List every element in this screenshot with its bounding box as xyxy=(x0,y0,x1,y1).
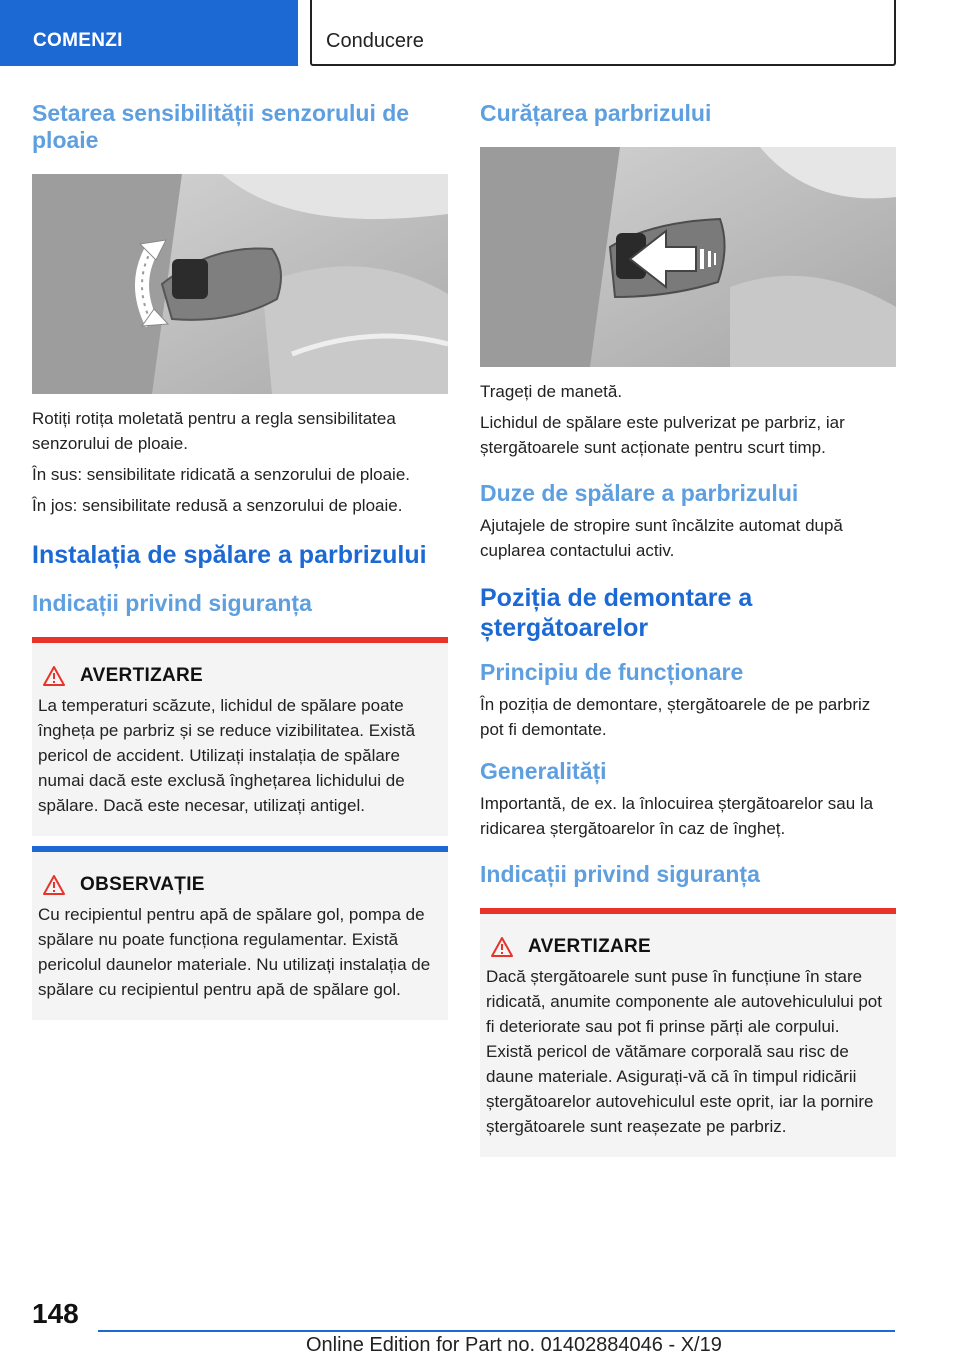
footer-divider xyxy=(98,1330,895,1332)
text-down-sensitivity: În jos: sensibilitate redusă a senzorului de ploaie. xyxy=(32,496,403,515)
warning-triangle-icon xyxy=(490,936,514,958)
section-label: COMENZI xyxy=(33,30,123,51)
notice-box-left xyxy=(32,846,448,1020)
text-general: Importantă, de ex. la înlocuirea ștergătoarelor sau la ridicarea ștergătoarelor în caz de îngheț. xyxy=(480,794,874,838)
heading-fold-position: Poziția de demontare a ștergătoarelor xyxy=(480,584,753,642)
section-tab xyxy=(0,0,298,66)
warning-title: AVERTIZARE xyxy=(80,665,203,686)
heading-windshield-cleaning: Curățarea parbrizului xyxy=(480,100,712,126)
warning-title: AVERTIZARE xyxy=(528,936,651,957)
wiper-stalk-thumbwheel-illustration xyxy=(32,174,448,394)
wiper-stalk-pull-illustration xyxy=(480,147,896,367)
text-pull-stalk: Trageți de manetă. xyxy=(480,382,623,401)
footer-edition: Online Edition for Part no. 01402884046 - X/19 xyxy=(306,1334,722,1356)
text-rotate-wheel: Rotiți rotița moletată pentru a regla sensibilitatea senzorului de ploaie. xyxy=(32,409,396,453)
warning-box-right xyxy=(480,908,896,1157)
heading-washer-nozzles: Duze de spălare a parbrizului xyxy=(480,480,799,506)
warning-box-left xyxy=(32,637,448,836)
heading-safety-notes-left: Indicații privind siguranța xyxy=(32,590,312,616)
heading-safety-notes-right: Indicații privind siguranța xyxy=(480,861,760,887)
windshield-cleaning-figure xyxy=(480,147,896,367)
chapter-box xyxy=(310,0,896,66)
warning-text: La temperaturi scăzute, lichidul de spălare poate îngheța pe parbriz și se reduce vizibilitatea. Există pericol de accident. Utilizați instalația de spălare numai dacă este exclusă înghețarea lichidului de spălare. Dacă este necesar, utilizați antigel. xyxy=(38,696,416,815)
heading-rain-sensor: Setarea sensibilității senzorului de ploaie xyxy=(32,100,410,153)
text-washer-fluid: Lichidul de spălare este pulverizat pe parbriz, iar ștergătoarele sunt acționate pentru scurt timp. xyxy=(480,413,845,457)
warning-triangle-icon xyxy=(42,665,66,687)
notice-title: OBSERVAȚIE xyxy=(80,874,205,895)
text-nozzles: Ajutajele de stropire sunt încălzite automat după cuplarea contactului activ. xyxy=(480,516,843,560)
page-number: 148 xyxy=(32,1298,79,1329)
heading-principle: Principiu de funcționare xyxy=(480,659,744,685)
notice-text: Cu recipientul pentru apă de spălare gol, pompa de spălare nu poate funcționa regulamentar. Există pericolul daunelor materiale. Nu utilizați instalația de spălare cu recipientul pentru apă de spălare gol. xyxy=(38,905,431,999)
warning-triangle-icon xyxy=(42,874,66,896)
page-header xyxy=(0,0,960,66)
heading-washer-system: Instalația de spălare a parbrizului xyxy=(32,541,427,569)
text-principle: În poziția de demontare, ștergătoarele de pe parbriz pot fi demontate. xyxy=(480,695,871,739)
left-column xyxy=(32,100,448,1020)
rain-sensor-figure xyxy=(32,174,448,394)
warning-text: Dacă ștergătoarele sunt puse în funcțiune în stare ridicată, anumite componente ale autovehiculului pot fi deteriorate sau pot fi prinse părți ale corpului. Există pericol de vătămare corporală sau risc de daune materiale. Asigurați-vă că în timpul ridicării ștergătoarelor autovehiculul este oprit, iar la pornire ștergătoarele sunt reașezate pe parbriz. xyxy=(486,967,882,1136)
heading-general: Generalități xyxy=(480,758,607,784)
right-column xyxy=(480,100,896,1157)
text-up-sensitivity: În sus: sensibilitate ridicată a senzorului de ploaie. xyxy=(32,465,410,484)
chapter-label: Conducere xyxy=(326,30,424,52)
